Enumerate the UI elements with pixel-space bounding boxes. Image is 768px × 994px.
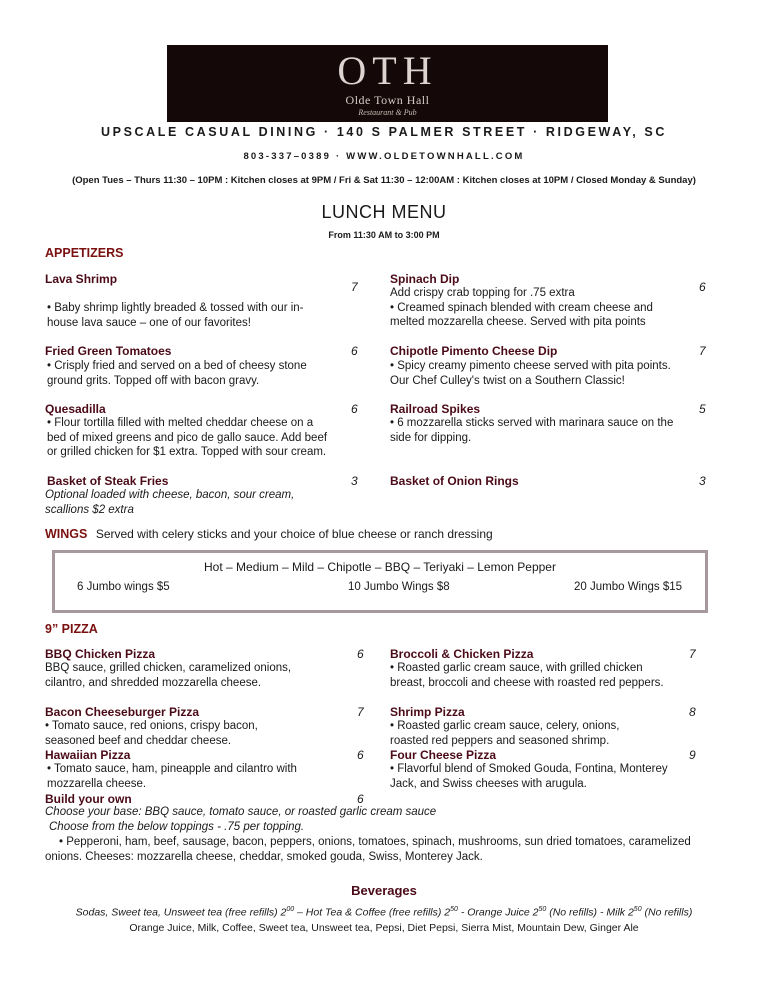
wings-header — [45, 525, 493, 543]
item-name: Chipotle Pimento Cheese Dip — [390, 344, 558, 358]
logo-letters: OTH — [337, 48, 438, 93]
bev-cents: 50 — [538, 906, 547, 913]
bev-text: (No refills) - Milk 2 — [546, 906, 634, 919]
item-description: • Crisply fried and served on a bed of cheesy stone ground grits. Topped off with bacon gravy. — [47, 360, 307, 387]
bev-text: (No refills) — [641, 906, 693, 919]
item-price: 6 — [357, 647, 364, 661]
item-price: 6 — [351, 344, 358, 358]
item-price: 7 — [689, 647, 696, 661]
menu-time: From 11:30 AM to 3:00 PM — [328, 230, 440, 240]
item-name: Fried Green Tomatoes — [45, 344, 172, 358]
build-base: Choose your base: BBQ sauce, tomato sauce, or roasted garlic cream sauce — [45, 806, 437, 818]
wing-size: 6 Jumbo wings $5 — [77, 581, 170, 593]
item-name: Shrimp Pizza — [390, 705, 465, 719]
item-description: • Tomato sauce, red onions, crispy bacon, seasoned beef and cheddar cheese. — [45, 720, 258, 747]
item-description: BBQ sauce, grilled chicken, caramelized onions, cilantro, and shredded mozzarella cheese. — [45, 662, 292, 689]
beverages-prices — [0, 906, 768, 919]
item-name: Quesadilla — [45, 402, 106, 416]
item-price: 3 — [351, 474, 358, 488]
item-price: 8 — [689, 705, 696, 719]
item-name: Basket of Steak Fries — [47, 474, 169, 488]
appetizers-heading: APPETIZERS — [45, 246, 124, 260]
wings-box — [52, 550, 708, 613]
wings-heading: WINGS — [45, 527, 88, 541]
item-name: Basket of Onion Rings — [390, 474, 519, 488]
beverages-list: Orange Juice, Milk, Coffee, Sweet tea, Unsweet tea, Pepsi, Diet Pepsi, Sierra Mist, Mountain Dew, Ginger Ale — [129, 922, 639, 934]
item-name: Lava Shrimp — [45, 272, 118, 286]
item-name: Build your own — [45, 792, 132, 806]
item-price: 5 — [699, 402, 706, 416]
bev-cents: 00 — [286, 906, 295, 913]
item-price: 6 — [357, 792, 364, 806]
item-price: 6 — [351, 402, 358, 416]
build-toppings-note: Choose from the below toppings - .75 per topping. — [49, 821, 305, 833]
item-name: Four Cheese Pizza — [390, 748, 497, 762]
item-description: • Baby shrimp lightly breaded & tossed with our in-house lava sauce – one of our favorites! — [47, 302, 304, 329]
build-toppings: • Pepperoni, ham, beef, sausage, bacon, peppers, onions, tomatoes, spinach, mushrooms, sun dried tomatoes, caramelized onions. Cheeses: mozzarella cheese, cheddar, smoked gouda, Swiss, Monterey Jack. — [45, 836, 691, 863]
item-name: Hawaiian Pizza — [45, 748, 131, 762]
wings-note: Served with celery sticks and your choice of blue cheese or ranch dressing — [95, 527, 493, 541]
item-name: Broccoli & Chicken Pizza — [390, 647, 534, 661]
item-price: 7 — [357, 705, 364, 719]
item-price: 3 — [699, 474, 706, 488]
wing-flavors: Hot – Medium – Mild – Chipotle – BBQ – Teriyaki – Lemon Pepper — [204, 560, 556, 574]
beverages-heading: Beverages — [351, 883, 417, 898]
item-price: 6 — [699, 280, 706, 294]
item-name: Bacon Cheeseburger Pizza — [45, 705, 200, 719]
item-description: • Roasted garlic cream sauce, celery, onions, roasted red peppers and seasoned shrimp. — [390, 720, 620, 747]
logo-subtitle: Restaurant & Pub — [358, 108, 417, 117]
item-description: • Spicy creamy pimento cheese served with pita points. Our Chef Culley's twist on a Southern Classic! — [390, 360, 671, 387]
item-description: • Flavorful blend of Smoked Gouda, Fontina, Monterey Jack, and Swiss cheeses with arugula. — [390, 763, 668, 790]
bev-cents: 50 — [633, 906, 642, 913]
item-description: Optional loaded with cheese, bacon, sour cream, scallions $2 extra — [45, 489, 295, 516]
item-description: • Tomato sauce, ham, pineapple and cilantro with mozzarella cheese. — [47, 763, 297, 790]
wing-size: 20 Jumbo Wings $15 — [574, 581, 683, 593]
menu-title: LUNCH MENU — [321, 202, 447, 222]
opening-hours: (Open Tues – Thurs 11:30 – 10PM : Kitchen closes at 9PM / Fri & Sat 11:30 – 12:00AM : Kitchen closes at 10PM / Closed Monday & Sunday) — [72, 175, 696, 186]
restaurant-logo — [167, 45, 608, 122]
item-description: • 6 mozzarella sticks served with marinara sauce on the side for dipping. — [390, 417, 674, 444]
item-name: Spinach Dip — [390, 272, 460, 286]
item-description: • Flour tortilla filled with melted cheddar cheese on a bed of mixed greens and pico de gallo sauce. Add beef or grilled chicken for $1 extra. Topped with sour cream. — [47, 417, 328, 458]
bev-cents: 50 — [450, 906, 458, 913]
bev-text: - Orange Juice 2 — [457, 906, 539, 919]
pizza-heading: 9” PIZZA — [45, 622, 98, 636]
bev-text: Sodas, Sweet tea, Unsweet tea (free refills) 2 — [75, 906, 287, 919]
item-price: 7 — [699, 344, 706, 358]
item-price: 6 — [357, 748, 364, 762]
logo-name: Olde Town Hall — [345, 93, 430, 107]
item-description: • Roasted garlic cream sauce, with grilled chicken breast, broccoli and cheese with roasted red peppers. — [390, 662, 664, 689]
wing-size: 10 Jumbo Wings $8 — [348, 581, 450, 593]
bev-text: – Hot Tea & Coffee (free refills) 2 — [294, 906, 451, 919]
item-description: Add crispy crab topping for .75 extra • Creamed spinach blended with cream cheese and melted mozzarella cheese. Served with pita points — [390, 287, 653, 328]
contact-line: 803-337–0389 · WWW.OLDETOWNHALL.COM — [243, 151, 525, 162]
tagline: UPSCALE CASUAL DINING · 140 S PALMER STREET · RIDGEWAY, SC — [101, 125, 667, 139]
item-price: 7 — [351, 280, 358, 294]
item-name: BBQ Chicken Pizza — [45, 647, 156, 661]
item-name: Railroad Spikes — [390, 402, 481, 416]
item-price: 9 — [689, 748, 696, 762]
